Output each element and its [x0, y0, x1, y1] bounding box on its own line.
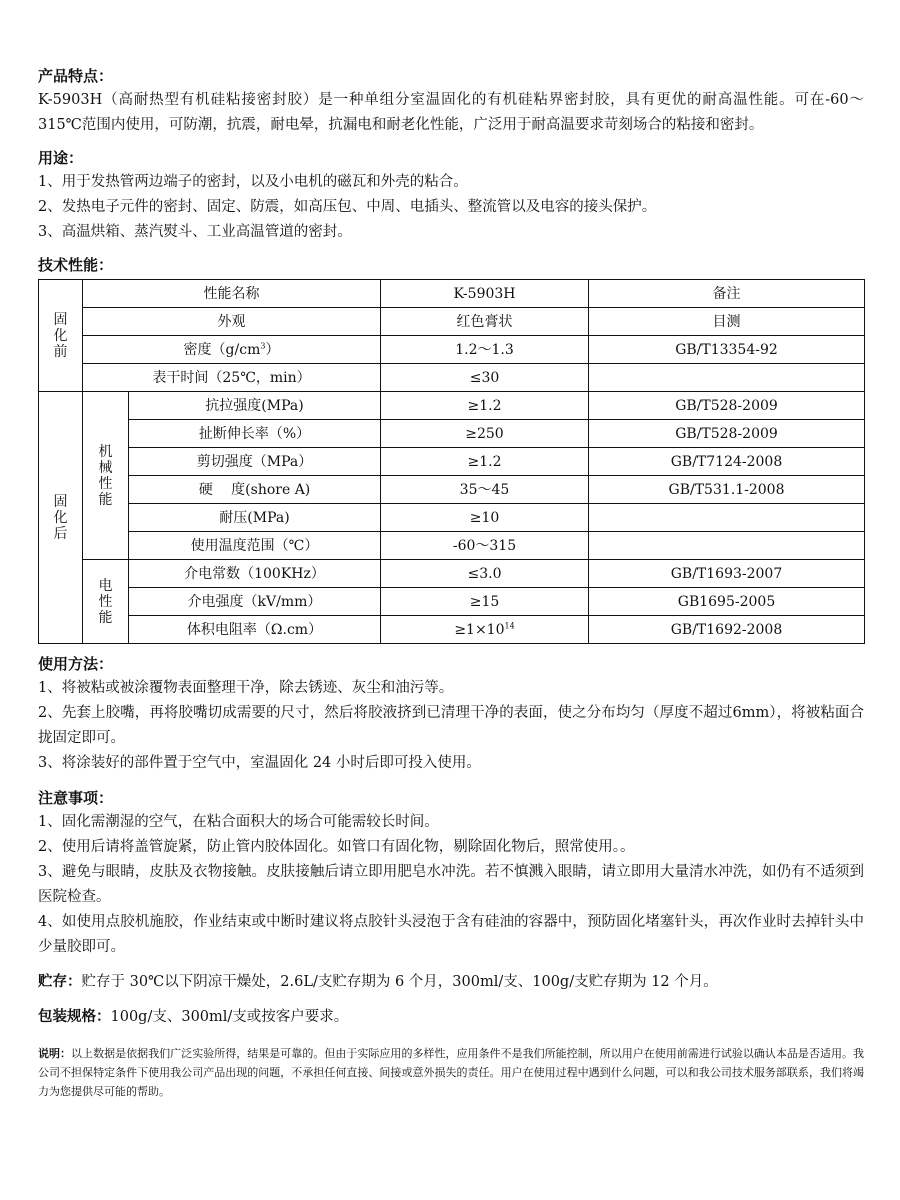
property-note: GB/T1692-2008: [589, 616, 865, 644]
subgroup-electrical: 电 性 能: [83, 560, 129, 644]
property-value: ≥1.2: [381, 392, 589, 420]
caution-item: 2、使用后请将盖管旋紧，防止管内胶体固化。如管口有固化物，剔除固化物后，照常使用。。: [38, 839, 635, 855]
spec-table: [38, 279, 865, 644]
property-name: 剪切强度（MPa）: [129, 448, 381, 476]
property-name: 使用温度范围（℃）: [129, 532, 381, 560]
property-note: GB/T528-2009: [589, 392, 865, 420]
packaging-text: 100g/支、300ml/支或按客户要求。: [110, 1009, 349, 1025]
table-row: [39, 588, 865, 616]
usage-item: 1、用于发热管两边端子的密封，以及小电机的磁瓦和外壳的粘合。: [38, 174, 468, 190]
method-item: 2、先套上胶嘴，再将胶嘴切成需要的尺寸，然后将胶液挤到已清理干净的表面，使之分布均匀（厚度不超过6mm），将被粘面合拢固定即可。: [38, 705, 864, 746]
disclaimer-label: 说明：: [38, 1047, 72, 1060]
property-name: 抗拉强度(MPa): [129, 392, 381, 420]
property-note: [589, 504, 865, 532]
property-name: 介电强度（kV/mm）: [129, 588, 381, 616]
table-row: [39, 504, 865, 532]
tech-heading: 技术性能：: [38, 256, 114, 274]
property-value: ≥250: [381, 420, 589, 448]
property-note: 目测: [589, 308, 865, 336]
table-row: [39, 616, 865, 644]
storage-text: 贮存于 30℃以下阴凉干燥处，2.6L/支贮存期为 6 个月，300ml/支、100g/支贮存期为 12 个月。: [81, 974, 718, 990]
caution-item: 3、避免与眼睛，皮肤及衣物接触。皮肤接触后请立即用肥皂水冲洗。若不慎溅入眼睛，请立即用大量清水冲洗，如仍有不适须到医院检查。: [38, 864, 864, 905]
property-value: ≥15: [381, 588, 589, 616]
property-note: [589, 364, 865, 392]
property-note: GB/T531.1-2008: [589, 476, 865, 504]
header-name: 性能名称: [83, 280, 381, 308]
property-note: GB/T13354-92: [589, 336, 865, 364]
storage-heading: 贮存：: [38, 974, 82, 990]
disclaimer-text: 以上数据是依据我们广泛实验所得，结果是可靠的。但由于实际应用的多样性，应用条件不是我们所能控制，所以用户在使用前需进行试验以确认本品是否适用。我公司不担保特定条件下使用我公司产品出现的问题，不承担任何直接、间接或意外损失的责任。用户在使用过程中遇到什么问题，可以和我公司技术服务部联系，我们将竭力为您提供尽可能的帮助。: [38, 1047, 865, 1098]
property-name: 表干时间（25℃，min）: [83, 364, 381, 392]
property-value: ≥10: [381, 504, 589, 532]
property-value: 1.2～1.3: [381, 336, 589, 364]
table-row: [39, 308, 865, 336]
property-name: 体积电阻率（Ω.cm）: [129, 616, 381, 644]
group-cured-after: 固 化 后: [39, 392, 83, 644]
property-name: 耐压(MPa): [129, 504, 381, 532]
table-row: [39, 364, 865, 392]
table-row: [39, 392, 865, 420]
header-note: 备注: [589, 280, 865, 308]
table-row: [39, 420, 865, 448]
property-name: 介电常数（100KHz）: [129, 560, 381, 588]
property-value: 35～45: [381, 476, 589, 504]
method-heading: 使用方法：: [38, 655, 114, 673]
property-note: GB/T7124-2008: [589, 448, 865, 476]
header-product: K-5903H: [381, 280, 589, 308]
usage-item: 2、发热电子元件的密封、固定、防震，如高压包、中周、电插头、整流管以及电容的接头保护。: [38, 199, 657, 215]
property-value: 红色膏状: [381, 308, 589, 336]
property-note: [589, 532, 865, 560]
property-note: GB1695-2005: [589, 588, 865, 616]
table-row: [39, 532, 865, 560]
packaging-heading: 包装规格：: [38, 1009, 111, 1025]
features-text: K-5903H（高耐热型有机硅粘接密封胶）是一种单组分室温固化的有机硅粘界密封胶，具有更优的耐高温性能。可在-60～315℃范围内使用，可防潮，抗震，耐电晕，抗漏电和耐老化性能，广泛用于耐高温要求苛刻场合的粘接和密封。: [38, 92, 864, 133]
packaging-line: [38, 1005, 864, 1030]
storage-line: [38, 970, 864, 995]
property-value: ≤30: [381, 364, 589, 392]
property-value: ≥1.2: [381, 448, 589, 476]
method-item: 3、将涂装好的部件置于空气中，室温固化 24 小时后即可投入使用。: [38, 755, 481, 771]
subgroup-mechanical: 机 械 性 能: [83, 392, 129, 560]
property-name: 密度$(g/cm^3)$: [83, 336, 381, 364]
caution-item: 1、固化需潮湿的空气，在粘合面积大的场合可能需较长时间。: [38, 814, 439, 830]
datasheet: [38, 64, 864, 1101]
table-row: [39, 448, 865, 476]
method-item: 1、将被粘或被涂覆物表面整理干净，除去锈迹、灰尘和油污等。: [38, 680, 454, 696]
property-name: 外观: [83, 308, 381, 336]
usage-heading: 用途：: [38, 149, 84, 167]
disclaimer: [38, 1044, 864, 1101]
table-row: [39, 476, 865, 504]
property-value: ≤3.0: [381, 560, 589, 588]
caution-item: 4、如使用点胶机施胶，作业结束或中断时建议将点胶针头浸泡于含有硅油的容器中，预防固化堵塞针头，再次作业时去掉针头中少量胶即可。: [38, 914, 864, 955]
property-note: GB/T1693-2007: [589, 560, 865, 588]
property-note: GB/T528-2009: [589, 420, 865, 448]
property-value: -60～315: [381, 532, 589, 560]
property-name: 扯断伸长率（%）: [129, 420, 381, 448]
group-cured-before: 固 化 前: [39, 280, 83, 392]
table-row: [39, 280, 865, 308]
features-heading: 产品特点：: [38, 67, 114, 85]
property-name: 硬 度(shore A): [129, 476, 381, 504]
table-row: [39, 336, 865, 364]
usage-item: 3、高温烘箱、蒸汽熨斗、工业高温管道的密封。: [38, 224, 352, 240]
table-row: [39, 560, 865, 588]
property-value: $\ge 1\times 10^{14}$: [381, 616, 589, 644]
caution-heading: 注意事项：: [38, 789, 114, 807]
